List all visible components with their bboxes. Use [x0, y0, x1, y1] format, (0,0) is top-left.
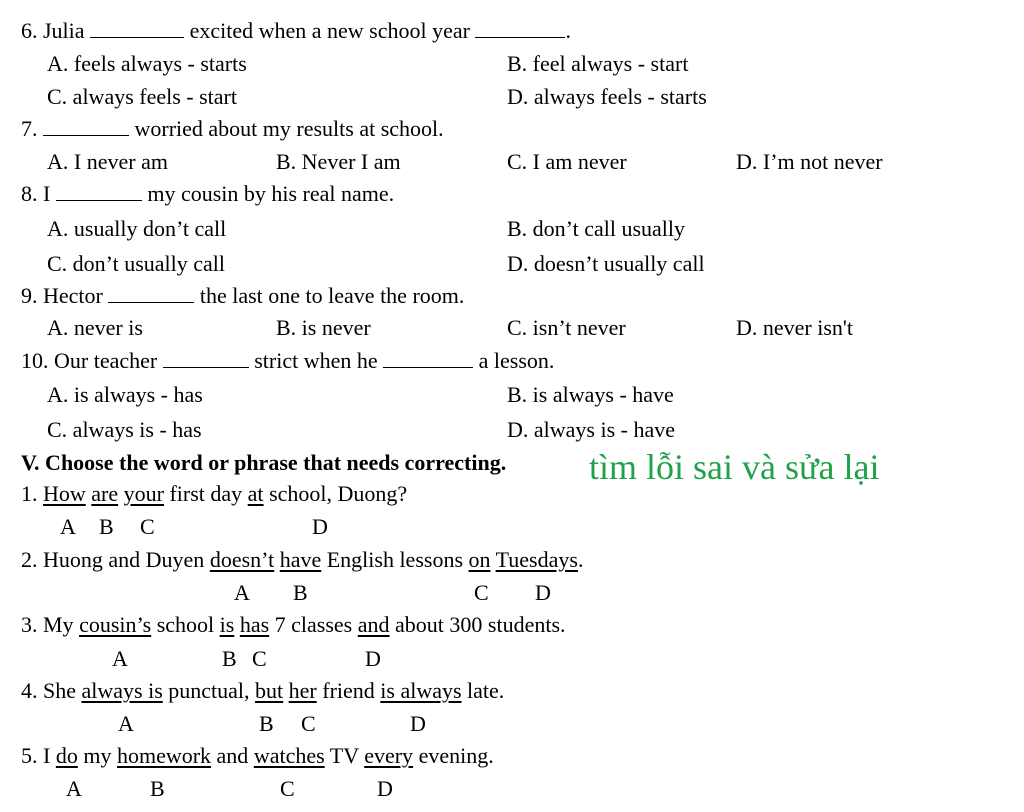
underlined-word-b: have: [279, 547, 322, 572]
answer-blank: [475, 20, 565, 38]
question-10-stem-middle: strict when he: [254, 348, 378, 373]
letter-a: A: [234, 580, 250, 605]
underlined-word-c: your: [123, 481, 164, 506]
underlined-word-d: Tuesdays: [495, 547, 578, 572]
letter-c: C: [252, 646, 267, 671]
underlined-word-b: homework: [116, 743, 212, 768]
option-c: C. isn’t never: [507, 315, 626, 340]
option-c: C. always is - has: [47, 417, 202, 442]
underlined-word-c: on: [468, 547, 491, 572]
answer-blank: [56, 183, 142, 201]
sentence-text: late.: [461, 678, 505, 703]
underlined-word-a: do: [55, 743, 78, 768]
underlined-word-b: but: [255, 678, 284, 703]
sentence-text: my: [77, 743, 117, 768]
underlined-word-d: at: [247, 481, 264, 506]
answer-blank: [108, 285, 194, 303]
question-7-stem-end: worried about my results at school.: [134, 116, 444, 141]
question-9: [21, 283, 464, 309]
option-d: D. doesn’t usually call: [507, 251, 705, 276]
letter-a: A: [60, 514, 76, 539]
sentence-text: friend: [316, 678, 381, 703]
underlined-word-a: always is: [81, 678, 163, 703]
letter-b: B: [150, 776, 165, 801]
letter-d: D: [377, 776, 393, 801]
sentence-text: about 300 students.: [389, 612, 566, 637]
letter-a: A: [66, 776, 82, 801]
question-7-stem-start: 7.: [21, 116, 38, 141]
letter-a: A: [118, 711, 134, 736]
sentence-text: English lessons: [321, 547, 469, 572]
letter-b: B: [99, 514, 114, 539]
question-8-stem-end: my cousin by his real name.: [147, 181, 395, 206]
error-sentence-5: [21, 743, 494, 769]
section-heading: V. Choose the word or phrase that needs correcting.: [21, 450, 507, 475]
underlined-word-a: cousin’s: [79, 612, 152, 637]
letter-b: B: [222, 646, 237, 671]
question-6: [21, 18, 571, 44]
answer-blank: [43, 118, 129, 136]
sentence-text: and: [211, 743, 254, 768]
sentence-text: school: [151, 612, 220, 637]
underlined-word-a: doesn’t: [209, 547, 275, 572]
sentence-text: 3. My: [21, 612, 80, 637]
letter-b: B: [259, 711, 274, 736]
underlined-word-b: is: [219, 612, 235, 637]
option-b: B. is always - have: [507, 382, 674, 407]
letter-d: D: [535, 580, 551, 605]
error-sentence-3: [21, 612, 566, 638]
letter-c: C: [140, 514, 155, 539]
question-8: [21, 181, 394, 207]
sentence-text: first day: [163, 481, 248, 506]
answer-blank: [163, 350, 249, 368]
sentence-text: TV: [324, 743, 365, 768]
option-d: D. I’m not never: [736, 149, 883, 174]
error-sentence-1: [21, 481, 407, 507]
underlined-word-c: watches: [253, 743, 325, 768]
handwritten-note: tìm lỗi sai và sửa lại: [589, 447, 880, 487]
letter-b: B: [293, 580, 308, 605]
sentence-text: 5. I: [21, 743, 56, 768]
sentence-text: 4. She: [21, 678, 82, 703]
underlined-word-c: her: [288, 678, 317, 703]
option-d: D. always feels - starts: [507, 84, 707, 109]
sentence-text: 2. Huong and Duyen: [21, 547, 210, 572]
underlined-word-d: is always: [380, 678, 462, 703]
option-b: B. is never: [276, 315, 371, 340]
question-7: [21, 116, 444, 142]
option-c: C. don’t usually call: [47, 251, 226, 276]
option-b: B. don’t call usually: [507, 216, 686, 241]
sentence-text: 7 classes: [269, 612, 358, 637]
answer-blank: [90, 20, 184, 38]
sentence-text: school, Duong?: [263, 481, 408, 506]
underlined-word-c: has: [239, 612, 270, 637]
option-a: A. never is: [47, 315, 143, 340]
letter-c: C: [280, 776, 295, 801]
underlined-word-a: How: [43, 481, 86, 506]
option-a: A. usually don’t call: [47, 216, 227, 241]
option-b: B. Never I am: [276, 149, 401, 174]
error-sentence-4: [21, 678, 504, 704]
letter-c: C: [301, 711, 316, 736]
answer-blank: [383, 350, 473, 368]
sentence-text: 1.: [21, 481, 43, 506]
option-a: A. feels always - starts: [47, 51, 247, 76]
question-10: [21, 348, 554, 374]
question-8-stem-start: 8. I: [21, 181, 51, 206]
letter-d: D: [410, 711, 426, 736]
underlined-word-b: are: [91, 481, 119, 506]
question-10-stem-start: 10. Our teacher: [21, 348, 158, 373]
option-a: A. I never am: [47, 149, 168, 174]
option-a: A. is always - has: [47, 382, 203, 407]
letter-d: D: [365, 646, 381, 671]
option-c: C. I am never: [507, 149, 627, 174]
letter-d: D: [312, 514, 328, 539]
question-9-stem-end: the last one to leave the room.: [199, 283, 465, 308]
sentence-text: .: [577, 547, 584, 572]
error-sentence-2: [21, 547, 583, 573]
question-6-stem-end: .: [565, 18, 571, 43]
sentence-text: evening.: [413, 743, 494, 768]
sentence-text: punctual,: [162, 678, 256, 703]
option-b: B. feel always - start: [507, 51, 689, 76]
question-9-stem-start: 9. Hector: [21, 283, 103, 308]
option-c: C. always feels - start: [47, 84, 237, 109]
question-6-stem-start: 6. Julia: [21, 18, 85, 43]
question-6-stem-middle: excited when a new school year: [189, 18, 470, 43]
underlined-word-d: and: [357, 612, 390, 637]
option-d: D. never isn't: [736, 315, 853, 340]
option-d: D. always is - have: [507, 417, 676, 442]
underlined-word-d: every: [364, 743, 414, 768]
question-10-stem-end: a lesson.: [478, 348, 555, 373]
letter-a: A: [112, 646, 128, 671]
letter-c: C: [474, 580, 489, 605]
